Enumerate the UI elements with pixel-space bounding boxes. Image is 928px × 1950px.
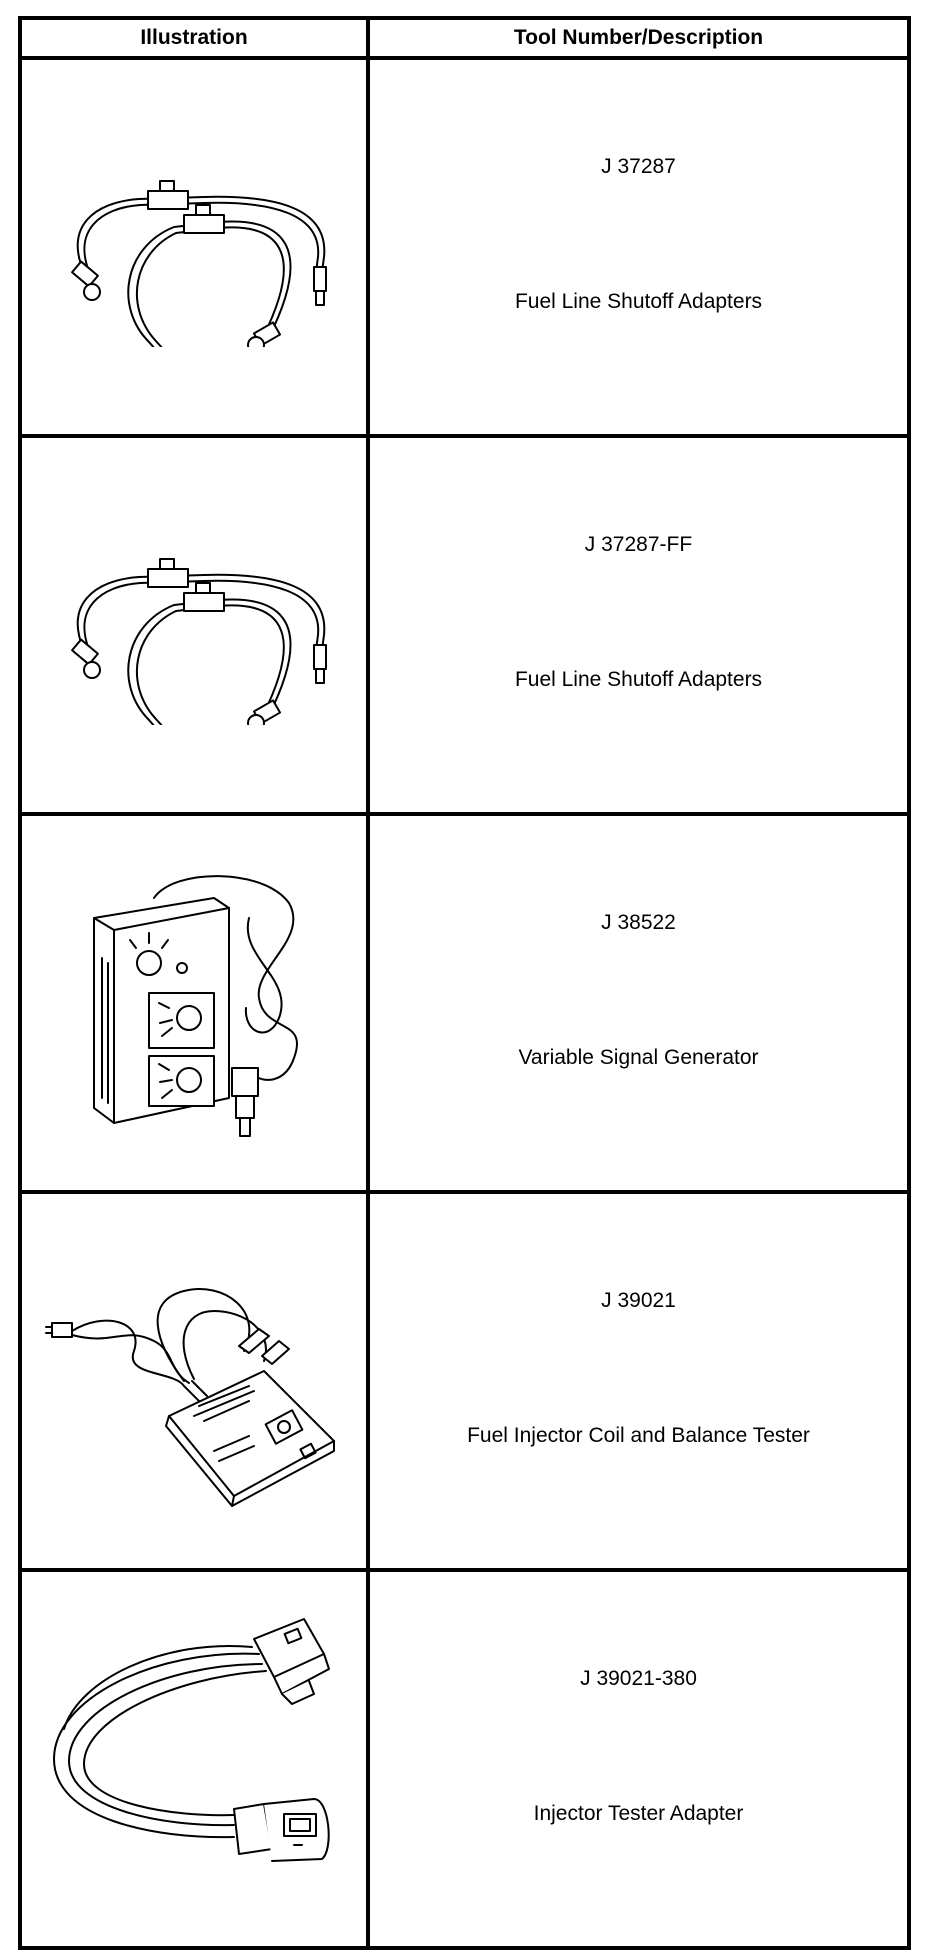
header-tool-number-description: Tool Number/Description — [368, 18, 909, 58]
tool-number: J 39021 — [601, 1289, 676, 1312]
table-row — [20, 1192, 909, 1570]
table-row — [20, 1570, 909, 1948]
tool-description: Variable Signal Generator — [518, 1046, 759, 1069]
table-row — [20, 58, 909, 436]
tool-number: J 37287 — [601, 155, 676, 178]
fuel-line-shutoff-adapters-icon — [44, 147, 344, 347]
fuel-line-shutoff-adapters-icon — [44, 525, 344, 725]
header-illustration: Illustration — [20, 18, 368, 58]
illustration-cell — [20, 436, 368, 814]
illustration-cell — [20, 58, 368, 436]
table-header-row — [20, 18, 909, 58]
description-cell — [368, 814, 909, 1192]
table-row — [20, 436, 909, 814]
tool-number: J 38522 — [601, 911, 676, 934]
tool-description: Fuel Line Shutoff Adapters — [514, 668, 763, 691]
table-row — [20, 814, 909, 1192]
variable-signal-generator-icon — [54, 858, 334, 1148]
description-cell — [368, 58, 909, 436]
description-cell — [368, 436, 909, 814]
description-cell — [368, 1192, 909, 1570]
tool-number: J 37287-FF — [584, 533, 693, 556]
illustration-cell — [20, 1192, 368, 1570]
tool-description: Fuel Line Shutoff Adapters — [514, 290, 763, 313]
tool-table — [18, 16, 911, 1950]
description-cell — [368, 1570, 909, 1948]
injector-tester-icon — [34, 1251, 354, 1511]
illustration-cell — [20, 1570, 368, 1948]
tool-description: Fuel Injector Coil and Balance Tester — [467, 1424, 810, 1447]
injector-adapter-cable-icon — [34, 1609, 354, 1909]
tool-description: Injector Tester Adapter — [533, 1802, 744, 1825]
illustration-cell — [20, 814, 368, 1192]
tool-number: J 39021-380 — [580, 1667, 697, 1690]
